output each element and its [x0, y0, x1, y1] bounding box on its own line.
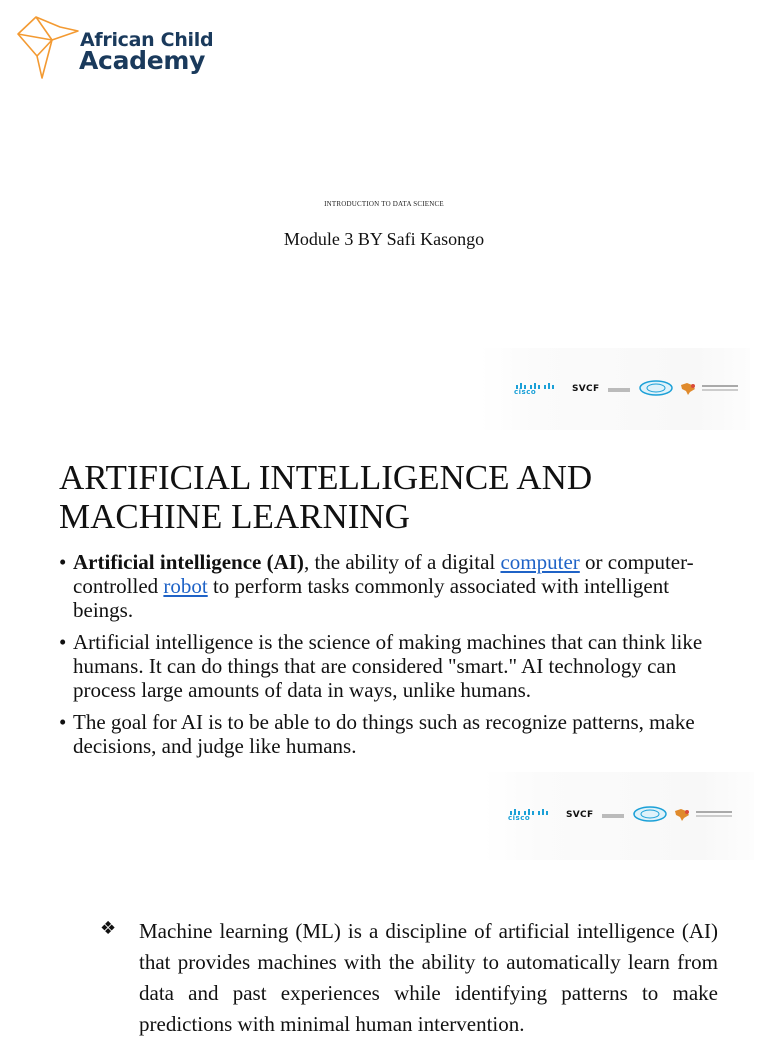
bullet-text: or computer-controlled [73, 550, 694, 598]
ml-paragraph-block [100, 916, 718, 1040]
seal-logo-icon [632, 805, 668, 823]
section-heading: ARTIFICIAL INTELLIGENCE AND MACHINE LEARNING [59, 458, 593, 536]
course-title: INTRODUCTION TO DATA SCIENCE [324, 200, 444, 208]
list-item [59, 710, 719, 758]
ai-term: Artificial intelligence (AI) [73, 550, 304, 574]
africa-logo-icon [672, 808, 692, 822]
svcf-tagline [602, 814, 624, 818]
svcf-logo: SVCF [566, 810, 594, 820]
bullet-text: , the ability of a digital [303, 550, 501, 574]
ml-paragraph: Machine learning (ML) is a discipline of artificial intelligence (AI) that provides machines with the ability to automatically learn from data and past experiences while identifying patterns to make predictions with minimal human intervention. [139, 919, 718, 1036]
diamond-bullet-icon: ❖ [100, 918, 117, 939]
computer-link[interactable]: computer [500, 550, 580, 574]
ai-bullet-list [59, 550, 719, 766]
list-item [59, 550, 719, 622]
svcf-logo: SVCF [572, 384, 600, 394]
partner-tagline [702, 385, 738, 387]
bullet-text: Artificial intelligence is the science of making machines that can think like humans. It can do things that are considered "smart." AI technology can process large amounts of data in ways, unlike humans. [73, 630, 703, 702]
partner-logos-strip [480, 348, 750, 430]
svcf-tagline [608, 388, 630, 392]
bullet-text: The goal for AI is to be able to do things such as recognize patterns, make decisions, and judge like humans. [73, 710, 695, 758]
academy-logo [14, 14, 214, 84]
cisco-logo: cisco [508, 814, 531, 822]
partner-logos-strip [484, 772, 754, 860]
logo-name-line2: Academy [79, 46, 206, 75]
list-item [59, 630, 719, 702]
seal-logo-icon [638, 379, 674, 397]
module-subtitle: Module 3 BY Safi Kasongo [283, 229, 485, 249]
partner-tagline [696, 811, 732, 813]
logo-name-line1: African Child [80, 29, 214, 51]
bullet-text: to perform tasks commonly associated with intelligent beings. [73, 574, 670, 622]
origami-bird-icon [14, 14, 80, 84]
cisco-logo: cisco [514, 388, 537, 396]
robot-link[interactable]: robot [163, 574, 208, 598]
africa-logo-icon [678, 382, 698, 396]
